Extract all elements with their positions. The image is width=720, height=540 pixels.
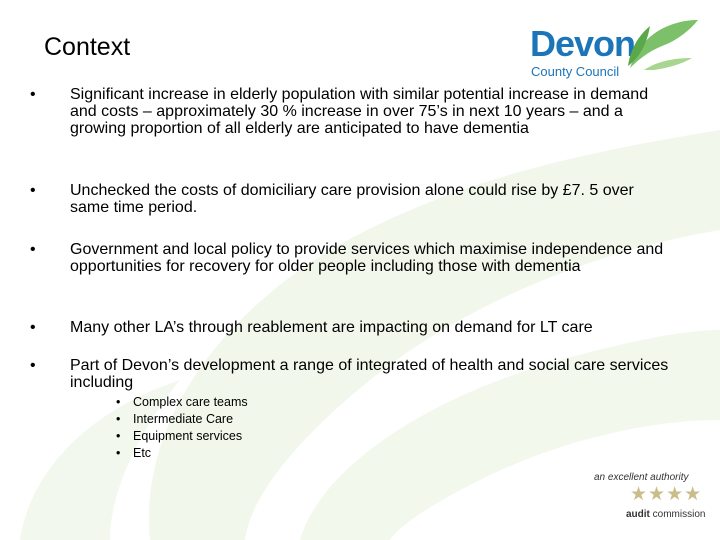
badge-org-bold: audit	[626, 509, 650, 520]
slide-title: Context	[44, 33, 131, 61]
logo-word-main: Devon	[530, 23, 636, 64]
bullet-text: Part of Devon’s development a range of integrated of health and social care services including	[70, 357, 669, 391]
sub-bullet-symbol: •	[116, 395, 121, 409]
sub-bullet-item	[116, 411, 316, 428]
sub-bullet-item	[116, 428, 316, 445]
badge-org-name	[626, 509, 705, 520]
badge-tagline: an excellent authority	[594, 472, 689, 483]
sub-bullet-symbol: •	[116, 412, 121, 426]
bullet-item	[30, 241, 670, 275]
star-rating-icon: ★★★★	[630, 484, 703, 505]
sub-bullet-text: Complex care teams	[133, 395, 248, 409]
sub-bullet-text: Intermediate Care	[133, 412, 234, 426]
bullet-item	[30, 86, 670, 137]
bullet-symbol: •	[30, 357, 36, 374]
audit-commission-badge	[590, 470, 710, 530]
bullet-symbol: •	[30, 241, 36, 258]
bullet-symbol: •	[30, 86, 36, 103]
logo-word-sub: County Council	[531, 64, 620, 79]
sub-bullet-text: Equipment services	[133, 429, 243, 443]
sub-bullet-text: Etc	[133, 446, 152, 460]
bullet-item	[30, 182, 670, 216]
bullet-text: Many other LA’s through reablement are impacting on demand for LT care	[70, 319, 593, 336]
bullet-symbol: •	[30, 182, 36, 199]
bullet-item	[30, 357, 670, 391]
sub-bullet-symbol: •	[116, 429, 121, 443]
sub-bullet-symbol: •	[116, 446, 121, 460]
bullet-text: Significant increase in elderly population with similar potential increase in demand and costs – approximately 30 % increase in over 75’s in next 10 years – and a growing proportion of all elderly are anticipated to have dementia	[70, 86, 649, 137]
bullet-symbol: •	[30, 319, 36, 336]
badge-org-rest: commission	[649, 509, 706, 520]
sub-bullet-item	[116, 445, 316, 462]
bullet-item	[30, 319, 670, 336]
bullet-text: Government and local policy to provide services which maximise independence and opportunities for recovery for older people including those with dementia	[70, 241, 664, 275]
sub-bullet-item	[116, 394, 316, 411]
bullet-text: Unchecked the costs of domiciliary care provision alone could rise by £7. 5 over same time period.	[70, 182, 634, 216]
